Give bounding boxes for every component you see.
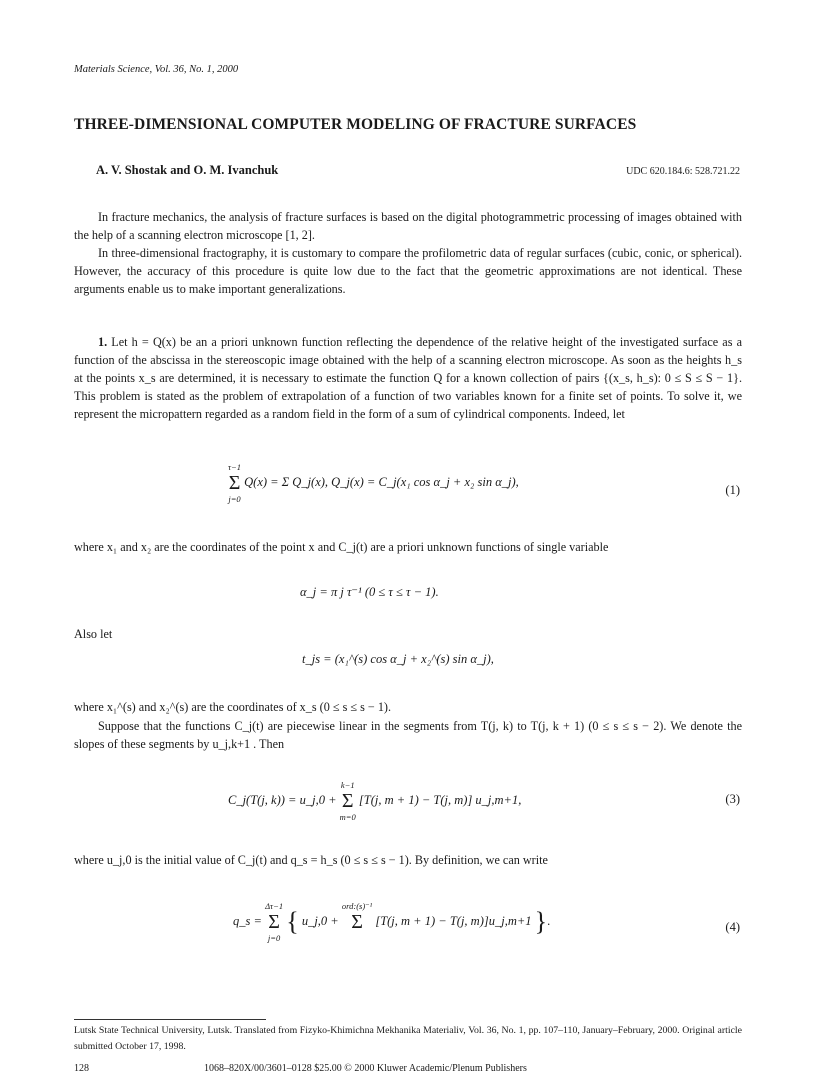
equation-4-number: (3) <box>725 792 740 806</box>
sum-upper-limit: τ−1 <box>228 462 242 472</box>
equation-5-inner-left: u_j,0 + <box>301 913 339 928</box>
introduction <box>74 208 742 298</box>
coordinates-text: where x₁^(s) and x₂^(s) are the coordinates of x_s (0 ≤ s ≤ s − 1). <box>74 700 392 714</box>
also-let-text: Also let <box>74 627 113 641</box>
equation-1-number: (1) <box>725 483 740 497</box>
intro-paragraph-2: In three-dimensional fractography, it is customary to compare the profilometric data of regular surfaces (cubic, conic, or spherical). However, the accuracy of this procedure is quite low due to the fact that the geometric approximations are not identical. These arguments enable us to make important generalizations. <box>74 246 742 296</box>
intro-paragraph-1: In fracture mechanics, the analysis of fracture surfaces is based on the digital photogrammetric processing of images obtained with the help of a scanning electron microscope [1, 2]. <box>74 210 742 242</box>
section-1-paragraph <box>74 333 742 423</box>
udc-code: UDC 620.184.6: 528.721.22 <box>626 166 740 177</box>
authors: A. V. Shostak and O. M. Ivanchuk <box>96 163 279 177</box>
piecewise-text: Suppose that the functions C_j(t) are piecewise linear in the segments from T(j, k) to T(j, k + 1) (0 ≤ s ≤ s − 2). We denote the slopes of these segments by u_j,k+1 . Then <box>74 719 742 751</box>
outer-sum-lower-limit: j=0 <box>267 933 281 943</box>
section-1 <box>74 333 742 423</box>
equation-3: t_js = (x₁^(s) cos α_j + x₂^(s) sin α_j), <box>302 652 494 666</box>
footnote-divider <box>74 1019 266 1020</box>
sum-lower-limit: m=0 <box>339 812 356 822</box>
footnote: Lutsk State Technical University, Lutsk. Translated from Fizyko-Khimichna Mekhanika Materialiv, Vol. 36, No. 1, pp. 107–110, January–February, 2000. Original article submitted October 17, 1998. <box>74 1025 742 1052</box>
equation-5-right: [T(j, m + 1) − T(j, m)]u_j,m+1 <box>375 913 532 928</box>
equation-5-number: (4) <box>725 920 740 934</box>
equation-1-body: Q(x) = Σ Q_j(x), Q_j(x) = C_j(x₁ cos α_j + x₂ sin α_j), <box>244 474 519 489</box>
inner-sum-upper-limit: ord:(s)⁻¹ <box>341 901 373 911</box>
initial-value-text: where u_j,0 is the initial value of C_j(t) and q_s = h_s (0 ≤ s ≤ s − 1). By definition, we can write <box>74 853 548 867</box>
section-1-text: Let h = Q(x) be an a priori unknown function reflecting the dependence of the relative height of the investigated surface as a function of the abscissa in the stereoscopic image obtained with the help of a scanning electron microscope. As soon as the heights h_s at the points x_s are determined, it is necessary to estimate the function Q for a known collection of pairs {(x_s, h_s): 0 ≤ S ≤ S − 1}. This problem is stated as the problem of extrapolation of a function of two variables known for a finite set of points. To solve it, we represent the micropattern regarded as a random field in the form of a sum of cylindrical components. Indeed, let <box>74 335 743 421</box>
journal-citation: Materials Science, Vol. 36, No. 1, 2000 <box>74 64 239 75</box>
equation-1 <box>228 461 519 505</box>
outer-sum-symbol: Δτ−1 Σ j=0 <box>265 901 284 943</box>
outer-sum-upper-limit: Δτ−1 <box>265 901 284 911</box>
sum-symbol: τ−1 Σ j=0 <box>228 462 242 504</box>
equation-5-left: q_s = <box>233 913 262 928</box>
sum-lower-limit: j=0 <box>228 494 241 504</box>
section-number: 1. <box>98 335 108 349</box>
equation-4-left: C_j(T(j, k)) = u_j,0 + <box>228 792 337 807</box>
equation-1-explanation: where x₁ and x₂ are the coordinates of the point x and C_j(t) are a priori unknown functions of single variable <box>74 540 609 554</box>
article-title: THREE-DIMENSIONAL COMPUTER MODELING OF FRACTURE SURFACES <box>74 116 637 133</box>
equation-2: α_j = π j τ⁻¹ (0 ≤ τ ≤ τ − 1). <box>300 585 439 599</box>
equation-4 <box>228 779 521 823</box>
sum-upper-limit: k−1 <box>340 780 355 790</box>
publisher-imprint: 1068–820X/00/3601–0128 $25.00 © 2000 Kluwer Academic/Plenum Publishers <box>204 1063 527 1074</box>
inner-sum-symbol: ord:(s)⁻¹ Σ <box>341 901 373 933</box>
page-number: 128 <box>74 1063 89 1074</box>
sum-symbol: k−1 Σ m=0 <box>339 780 356 822</box>
equation-5: q_s = Δτ−1 Σ j=0 { u_j,0 + ord:(s)⁻¹ Σ [T(j, m + 1) − T(j, m)]u_j,m+1 }. <box>233 901 551 943</box>
equation-4-right: [T(j, m + 1) − T(j, m)] u_j,m+1, <box>358 792 522 807</box>
piecewise-paragraph <box>74 717 742 753</box>
